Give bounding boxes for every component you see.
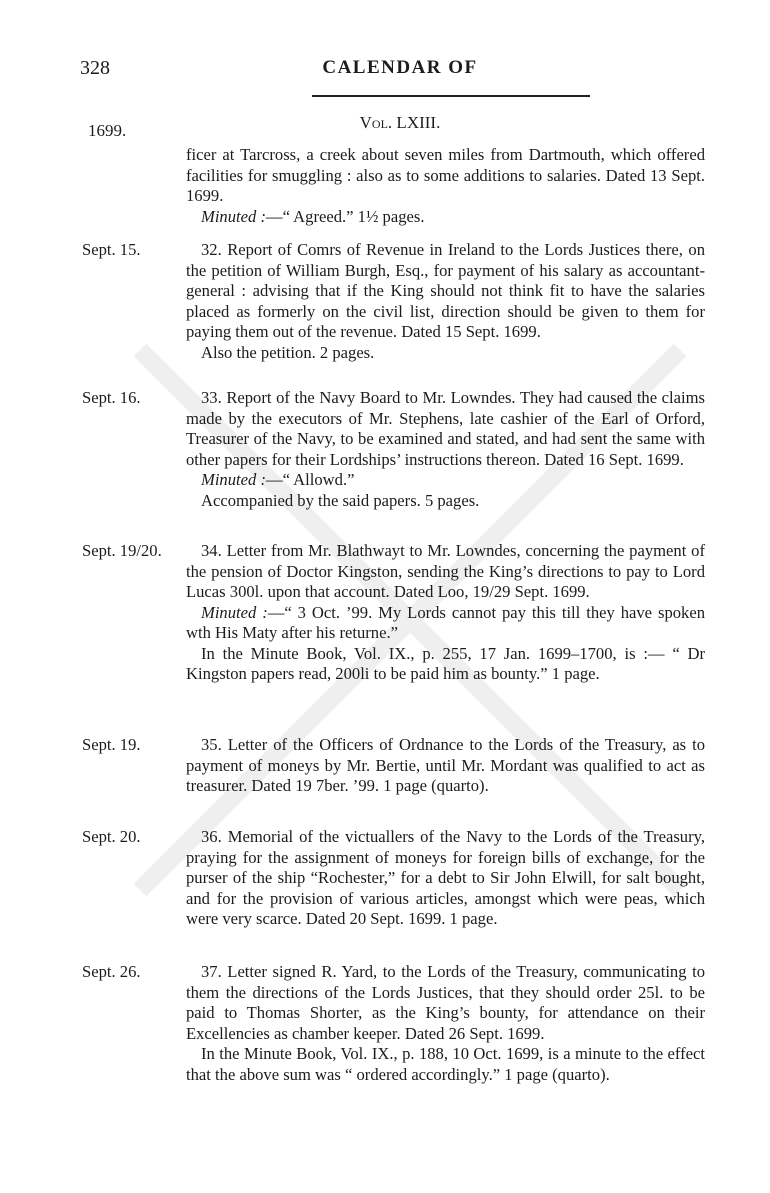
minute-text: —“ Allowd.”: [265, 470, 355, 489]
entry-note: Accompanied by the said papers. 5 pages.: [201, 490, 480, 510]
minute-text: —“ 3 Oct. ’99. My Lords cannot pay this till they have spoken wth His Maty after his returne.”: [186, 602, 706, 642]
minute-label: Minuted :: [201, 602, 268, 622]
entry-text: 33. Report of the Navy Board to Mr. Lowndes. They had caused the claims made by the executors of Mr. Stephens, late cashier of the Earl of Orford, Treasurer of the Navy, to be examined and stated, and had sent the same with other papers for their Lordships’ instructions thereon. Dated 16 Sept. 1699.: [186, 388, 705, 469]
entry-date: Sept. 26.: [82, 962, 141, 981]
entry-date: Sept. 16.: [82, 388, 141, 407]
entry-text: 36. Memorial of the victuallers of the Navy to the Lords of the Treasury, praying for the assignment of moneys for foreign bills of exchange, for the purser of the ship “Rochester,” for a debt to Sir John Elwill, for salt bought, and for the provision of various articles, amongst which were peas, which were very scarce. Dated 20 Sept. 1699. 1 page.: [186, 827, 705, 928]
entry-body: [186, 735, 705, 797]
entry-body: [186, 541, 705, 685]
entry-note: Also the petition. 2 pages.: [201, 342, 375, 362]
entry-body: [186, 388, 705, 511]
entry-note: In the Minute Book, Vol. IX., p. 188, 10 Oct. 1699, is a minute to the effect that the above sum was “ ordered accordingly.” 1 page (quarto).: [186, 1044, 705, 1084]
year-label: 1699.: [88, 121, 127, 140]
header-rule: [312, 95, 590, 97]
minute-line: [186, 470, 705, 491]
entry-note: In the Minute Book, Vol. IX., p. 255, 17 Jan. 1699–1700, is :— “ Dr Kingston papers read, 200li to be paid him as bounty.” 1 page.: [186, 643, 705, 683]
page-number: 328: [80, 57, 110, 79]
entry-body: [186, 962, 705, 1085]
entry-text: 37. Letter signed R. Yard, to the Lords of the Treasury, communicating to them the directions of the Lords Justices, that they should order 25l. to be paid to Thomas Shorter, as the King’s bounty, for attendance on their Excellencies as chamber keeper. Dated 26 Sept. 1699.: [186, 962, 705, 1043]
minute-line: [186, 207, 705, 228]
minute-line: [186, 603, 705, 644]
entry-body: [186, 827, 705, 930]
entry-body: [186, 240, 705, 363]
entry-text: 34. Letter from Mr. Blathwayt to Mr. Lowndes, concerning the payment of the pension of Doctor Kingston, sending the King’s directions to pay to Lord Lucas 300l. upon that account. Dated Loo, 19/29 Sept. 1699.: [186, 541, 705, 601]
entry-date: Sept. 20.: [82, 827, 141, 846]
entry-body: [186, 145, 705, 227]
entry-text: ficer at Tarcross, a creek about seven miles from Dartmouth, which offered facilities for smuggling : also as to some additions to salaries. Dated 13 Sept. 1699.: [186, 145, 705, 205]
minute-label: Minuted :: [201, 206, 266, 226]
minute-label: Minuted :: [201, 470, 266, 489]
entry-text: 32. Report of Comrs of Revenue in Ireland to the Lords Justices there, on the petition of William Burgh, Esq., for payment of his salary as accountant-general : advising that if the King should not think fit to have the salaries placed as formerly on the civil list, direction should be given to them for paying them out of the revenue. Dated 15 Sept. 1699.: [186, 240, 705, 341]
entry-date: Sept. 19/20.: [82, 541, 162, 560]
running-title: CALENDAR OF: [322, 57, 478, 78]
volume-heading: Vol. LXIII.: [359, 113, 441, 132]
minute-text: —“ Agreed.” 1½ pages.: [265, 206, 425, 226]
entry-text: 35. Letter of the Officers of Ordnance to the Lords of the Treasury, as to payment of moneys by Mr. Bertie, until Mr. Mordant was qualified to act as treasurer. Dated 19 7ber. ’99. 1 page (quarto).: [186, 735, 705, 795]
entry-date: Sept. 19.: [82, 735, 141, 754]
entry-date: Sept. 15.: [82, 240, 141, 259]
